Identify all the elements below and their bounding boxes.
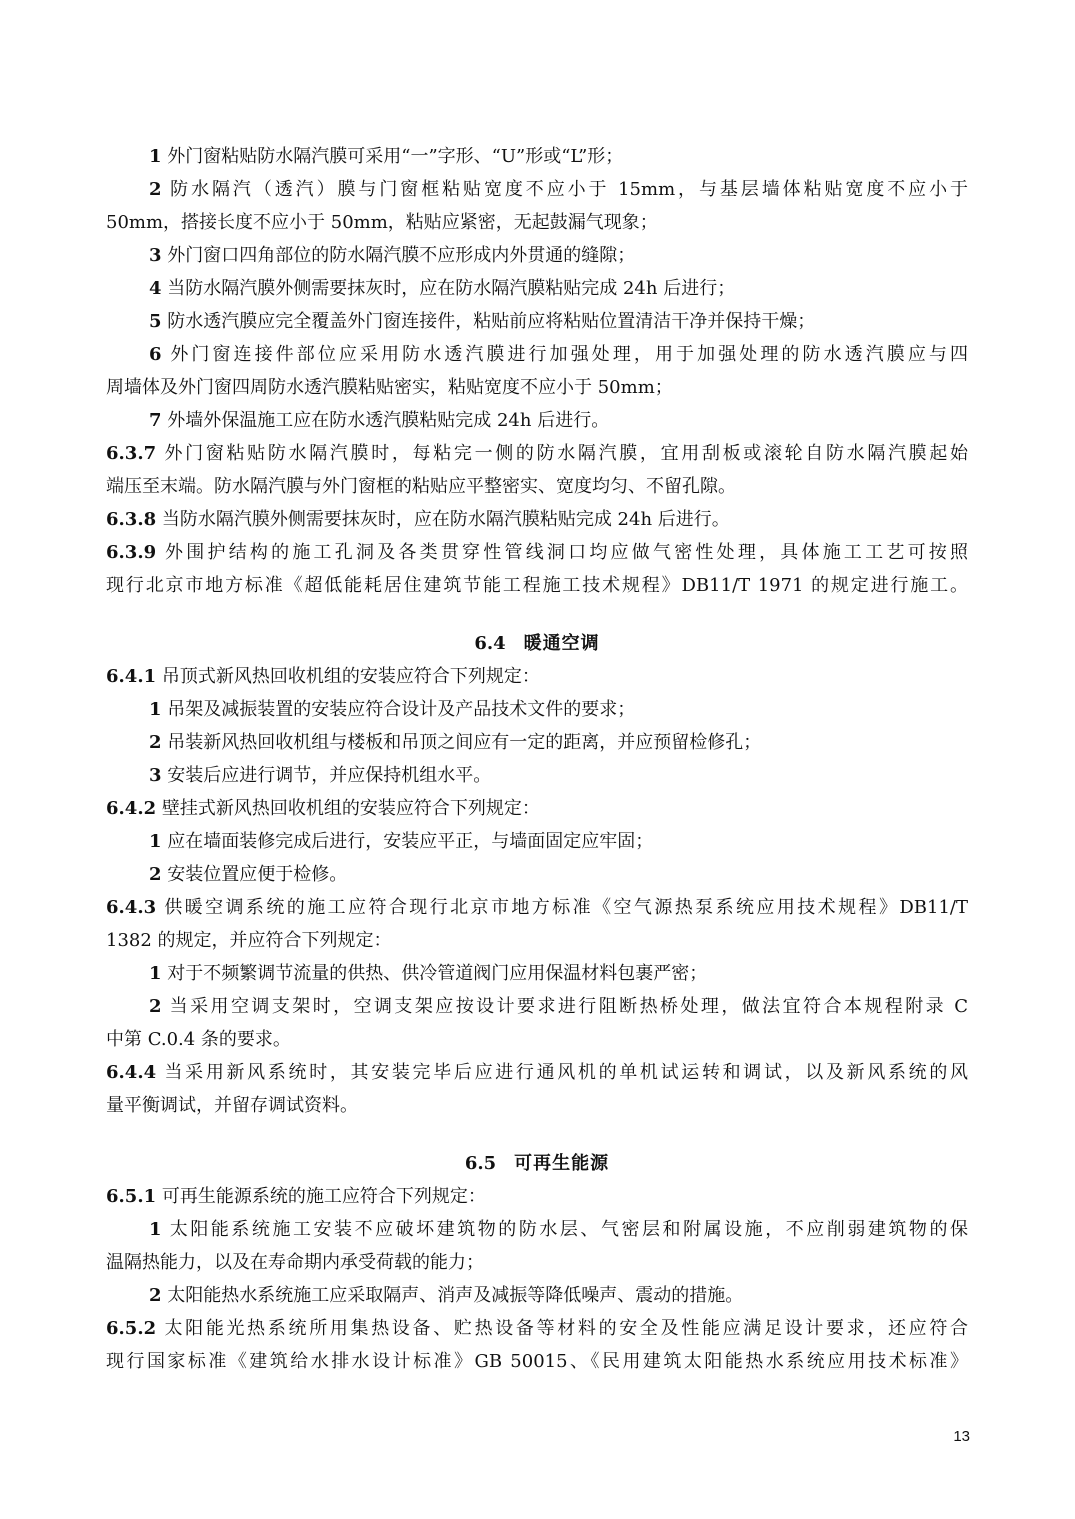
clause-text: 安装后应进行调节，并应保持机组水平。 — [161, 765, 492, 786]
section-6-5-body — [106, 1180, 968, 1378]
text-line — [106, 437, 968, 470]
clause-text: 吊装新风热回收机组与楼板和吊顶之间应有一定的距离，并应预留检修孔； — [161, 732, 762, 753]
clause-text: 中第 C.0.4 条的要求。 — [106, 1029, 291, 1050]
text-line — [106, 305, 968, 338]
text-line — [106, 206, 968, 239]
text-line — [106, 1023, 968, 1056]
clause-number: 6.5.1 — [106, 1186, 157, 1207]
text-line — [106, 404, 968, 437]
text-line — [106, 272, 968, 305]
clause-number: 7 — [149, 410, 162, 431]
text-line — [106, 1246, 968, 1279]
clause-text: 外墙外保温施工应在防水透汽膜粘贴完成 24h 后进行。 — [161, 410, 610, 431]
clause-number: 6 — [149, 344, 162, 365]
text-line — [106, 660, 968, 693]
text-line — [106, 726, 968, 759]
clause-text: 防水透汽膜应完全覆盖外门窗连接件，粘贴前应将粘贴位置清洁干净并保持干燥； — [161, 311, 816, 332]
section-6-4-body — [106, 660, 968, 1122]
clause-number: 1 — [149, 831, 162, 852]
text-line — [106, 173, 968, 206]
clause-text: 周墙体及外门窗四周防水透汽膜粘贴密实，粘贴宽度不应小于 50mm； — [106, 377, 673, 398]
text-line — [106, 140, 968, 173]
clause-number: 4 — [149, 278, 162, 299]
clause-number: 6.3.7 — [106, 443, 157, 464]
section-number: 6.5 — [464, 1153, 497, 1174]
text-line — [106, 759, 968, 792]
text-line — [106, 891, 968, 924]
clause-text: 现行北京市地方标准《超低能耗居住建筑节能工程施工技术规程》DB11/T 1971 的规定进行施工。 — [106, 575, 968, 596]
clause-text: 当采用空调支架时，空调支架应按设计要求进行阻断热桥处理，做法宜符合本规程附录 C — [161, 996, 968, 1017]
text-line — [106, 1056, 968, 1089]
clause-number: 3 — [149, 765, 162, 786]
clause-number: 1 — [149, 1219, 162, 1240]
section-number: 6.4 — [474, 633, 506, 654]
clause-number: 6.4.4 — [106, 1062, 157, 1083]
clause-text: 温隔热能力，以及在寿命期内承受荷载的能力； — [106, 1252, 484, 1273]
text-line — [106, 1279, 968, 1312]
clause-text: 端压至末端。防水隔汽膜与外门窗框的粘贴应平整密实、宽度均匀、不留孔隙。 — [106, 476, 736, 497]
section-6-3-continuation — [106, 140, 968, 602]
clause-text: 防水隔汽（透汽）膜与门窗框粘贴宽度不应小于 15mm，与基层墙体粘贴宽度不应小于 — [161, 179, 968, 200]
text-line — [106, 1089, 968, 1122]
text-line — [106, 924, 968, 957]
text-line — [106, 1312, 968, 1345]
section-title: 暖通空调 — [523, 633, 600, 654]
text-line — [106, 338, 968, 371]
text-line — [106, 503, 968, 536]
text-line — [106, 825, 968, 858]
clause-number: 2 — [149, 179, 162, 200]
clause-text: 壁挂式新风热回收机组的安装应符合下列规定： — [156, 798, 540, 819]
clause-text: 太阳能光热系统所用集热设备、贮热设备等材料的安全及性能应满足设计要求，还应符合 — [156, 1318, 968, 1339]
page-number: 13 — [953, 1428, 970, 1445]
clause-text: 应在墙面装修完成后进行，安装应平正，与墙面固定应牢固； — [161, 831, 654, 852]
clause-number: 1 — [149, 699, 162, 720]
clause-text: 当防水隔汽膜外侧需要抹灰时，应在防水隔汽膜粘贴完成 24h 后进行。 — [156, 509, 730, 530]
clause-text: 外门窗粘贴防水隔汽膜时，每粘完一侧的防水隔汽膜，宜用刮板或滚轮自防水隔汽膜起始 — [156, 443, 968, 464]
text-line — [106, 792, 968, 825]
clause-number: 6.5.2 — [106, 1318, 157, 1339]
clause-text: 外门窗口四角部位的防水隔汽膜不应形成内外贯通的缝隙； — [161, 245, 636, 266]
clause-text: 量平衡调试，并留存调试资料。 — [106, 1095, 358, 1116]
clause-text: 现行国家标准《建筑给水排水设计标准》GB 50015、《民用建筑太阳能热水系统应用技术标准》 — [106, 1351, 968, 1372]
clause-text: 太阳能热水系统施工应采取隔声、消声及减振等降低噪声、震动的措施。 — [161, 1285, 744, 1306]
clause-number: 1 — [149, 963, 162, 984]
clause-number: 2 — [149, 864, 162, 885]
clause-text: 50mm，搭接长度不应小于 50mm，粘贴应紧密，无起鼓漏气现象； — [106, 212, 658, 233]
section-title: 可再生能源 — [514, 1153, 610, 1174]
clause-text: 当采用新风系统时，其安装完毕后应进行通风机的单机试运转和调试，以及新风系统的风 — [156, 1062, 968, 1083]
clause-text: 对于不频繁调节流量的供热、供冷管道阀门应用保温材料包裹严密； — [161, 963, 708, 984]
clause-number: 6.4.2 — [106, 798, 157, 819]
clause-text: 安装位置应便于检修。 — [161, 864, 348, 885]
document-page — [106, 140, 968, 1378]
clause-number: 1 — [149, 146, 162, 167]
clause-number: 6.3.9 — [106, 542, 157, 563]
text-line — [106, 371, 968, 404]
clause-number: 2 — [149, 1285, 162, 1306]
clause-number: 6.4.1 — [106, 666, 157, 687]
clause-number: 6.4.3 — [106, 897, 157, 918]
clause-number: 3 — [149, 245, 162, 266]
text-line — [106, 858, 968, 891]
clause-number: 5 — [149, 311, 162, 332]
section-heading-6-5 — [106, 1147, 968, 1180]
text-line — [106, 693, 968, 726]
clause-text: 吊顶式新风热回收机组的安装应符合下列规定： — [156, 666, 540, 687]
clause-number: 6.3.8 — [106, 509, 157, 530]
text-line — [106, 1345, 968, 1378]
clause-text: 太阳能系统施工安装不应破坏建筑物的防水层、气密层和附属设施，不应削弱建筑物的保 — [161, 1219, 968, 1240]
clause-text: 外门窗连接件部位应采用防水透汽膜进行加强处理，用于加强处理的防水透汽膜应与四 — [161, 344, 968, 365]
clause-text: 外围护结构的施工孔洞及各类贯穿性管线洞口均应做气密性处理，具体施工工艺可按照 — [156, 542, 968, 563]
clause-text: 当防水隔汽膜外侧需要抹灰时，应在防水隔汽膜粘贴完成 24h 后进行； — [161, 278, 736, 299]
text-line — [106, 239, 968, 272]
clause-text: 外门窗粘贴防水隔汽膜可采用“一”字形、“U”形或“L”形； — [161, 146, 624, 167]
text-line — [106, 569, 968, 602]
clause-number: 2 — [149, 996, 162, 1017]
clause-text: 吊架及减振装置的安装应符合设计及产品技术文件的要求； — [161, 699, 636, 720]
text-line — [106, 536, 968, 569]
clause-text: 可再生能源系统的施工应符合下列规定： — [156, 1186, 486, 1207]
text-line — [106, 1213, 968, 1246]
clause-number: 2 — [149, 732, 162, 753]
text-line — [106, 957, 968, 990]
text-line — [106, 470, 968, 503]
clause-text: 供暖空调系统的施工应符合现行北京市地方标准《空气源热泵系统应用技术规程》DB11/T — [156, 897, 968, 918]
text-line — [106, 1180, 968, 1213]
clause-text: 1382 的规定，并应符合下列规定： — [106, 930, 392, 951]
text-line — [106, 990, 968, 1023]
section-heading-6-4 — [106, 627, 968, 660]
